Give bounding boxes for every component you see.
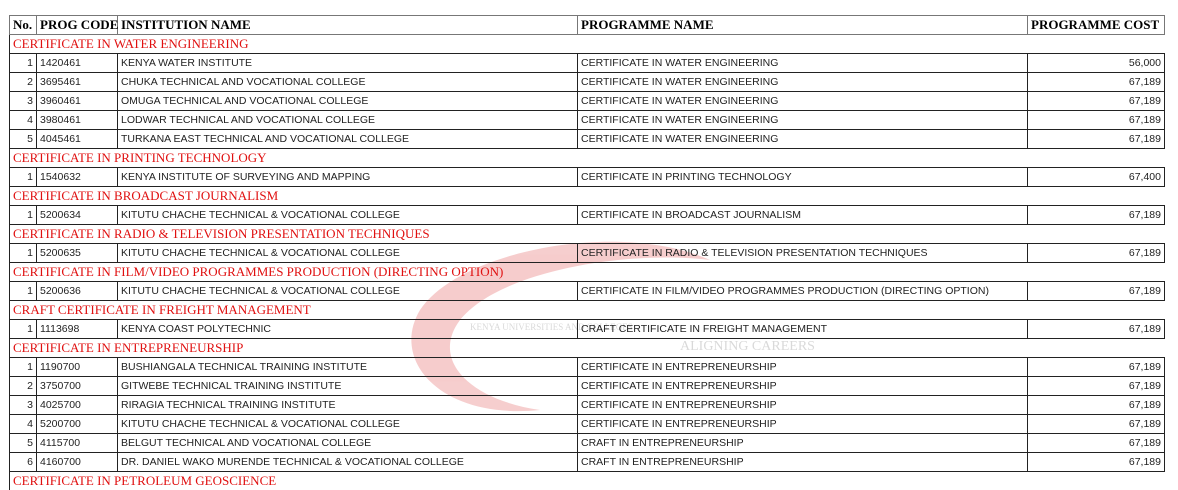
prog-code: 1113698: [37, 320, 118, 339]
programme-cost: 67,189: [1028, 453, 1165, 472]
col-no: No.: [10, 16, 37, 35]
programme-cost: 67,189: [1028, 130, 1165, 149]
col-prog-code: PROG CODE: [37, 16, 118, 35]
institution-name: BUSHIANGALA TECHNICAL TRAINING INSTITUTE: [118, 358, 578, 377]
table-row: [10, 73, 1165, 92]
programme-name: CERTIFICATE IN WATER ENGINEERING: [578, 130, 1028, 149]
row-number: 4: [10, 111, 37, 130]
section-title: CERTIFICATE IN RADIO & TELEVISION PRESENTATION TECHNIQUES: [10, 225, 1165, 244]
row-number: 2: [10, 377, 37, 396]
table-row: [10, 206, 1165, 225]
section-title: CERTIFICATE IN PETROLEUM GEOSCIENCE: [10, 472, 1165, 490]
programme-cost: 67,189: [1028, 282, 1165, 301]
section-header-row: [10, 187, 1165, 206]
prog-code: 5200700: [37, 415, 118, 434]
section-header-row: [10, 301, 1165, 320]
row-number: 4: [10, 415, 37, 434]
programme-name: CRAFT IN ENTREPRENEURSHIP: [578, 453, 1028, 472]
section-title: CERTIFICATE IN ENTREPRENEURSHIP: [10, 339, 1165, 358]
programme-name: CRAFT IN ENTREPRENEURSHIP: [578, 434, 1028, 453]
programme-name: CERTIFICATE IN WATER ENGINEERING: [578, 111, 1028, 130]
institution-name: CHUKA TECHNICAL AND VOCATIONAL COLLEGE: [118, 73, 578, 92]
table-row: [10, 377, 1165, 396]
row-number: 6: [10, 453, 37, 472]
table-row: [10, 111, 1165, 130]
section-title: CERTIFICATE IN BROADCAST JOURNALISM: [10, 187, 1165, 206]
section-header-row: [10, 339, 1165, 358]
programme-cost: 67,189: [1028, 206, 1165, 225]
table-row: [10, 244, 1165, 263]
prog-code: 3750700: [37, 377, 118, 396]
institution-name: TURKANA EAST TECHNICAL AND VOCATIONAL COLLEGE: [118, 130, 578, 149]
prog-code: 1190700: [37, 358, 118, 377]
programme-name: CERTIFICATE IN ENTREPRENEURSHIP: [578, 377, 1028, 396]
col-cost: PROGRAMME COST: [1028, 16, 1165, 35]
programme-cost: 67,189: [1028, 111, 1165, 130]
prog-code: 4045461: [37, 130, 118, 149]
institution-name: KITUTU CHACHE TECHNICAL & VOCATIONAL COLLEGE: [118, 415, 578, 434]
table-row: [10, 168, 1165, 187]
row-number: 3: [10, 92, 37, 111]
prog-code: 5200635: [37, 244, 118, 263]
section-title: CERTIFICATE IN WATER ENGINEERING: [10, 35, 1165, 54]
programme-cost: 67,189: [1028, 358, 1165, 377]
programme-cost: 67,189: [1028, 396, 1165, 415]
col-institution: INSTITUTION NAME: [118, 16, 578, 35]
prog-code: 4160700: [37, 453, 118, 472]
prog-code: 3960461: [37, 92, 118, 111]
section-header-row: [10, 225, 1165, 244]
row-number: 1: [10, 168, 37, 187]
row-number: 3: [10, 396, 37, 415]
institution-name: DR. DANIEL WAKO MURENDE TECHNICAL & VOCATIONAL COLLEGE: [118, 453, 578, 472]
programme-name: CERTIFICATE IN FILM/VIDEO PROGRAMMES PRODUCTION (DIRECTING OPTION): [578, 282, 1028, 301]
institution-name: BELGUT TECHNICAL AND VOCATIONAL COLLEGE: [118, 434, 578, 453]
programme-cost: 67,189: [1028, 73, 1165, 92]
institution-name: RIRAGIA TECHNICAL TRAINING INSTITUTE: [118, 396, 578, 415]
table-row: [10, 320, 1165, 339]
prog-code: 5200636: [37, 282, 118, 301]
row-number: 1: [10, 282, 37, 301]
programme-name: CERTIFICATE IN ENTREPRENEURSHIP: [578, 358, 1028, 377]
prog-code: 1540632: [37, 168, 118, 187]
header-row: [10, 16, 1165, 35]
section-header-row: [10, 149, 1165, 168]
watermark-text-2: ALIGNING CAREERS: [680, 339, 815, 354]
institution-name: LODWAR TECHNICAL AND VOCATIONAL COLLEGE: [118, 111, 578, 130]
section-title: CERTIFICATE IN PRINTING TECHNOLOGY: [10, 149, 1165, 168]
section-header-row: [10, 472, 1165, 490]
programme-name: CERTIFICATE IN RADIO & TELEVISION PRESENTATION TECHNIQUES: [578, 244, 1028, 263]
institution-name: KITUTU CHACHE TECHNICAL & VOCATIONAL COLLEGE: [118, 244, 578, 263]
institution-name: KENYA WATER INSTITUTE: [118, 54, 578, 73]
row-number: 2: [10, 73, 37, 92]
programme-name: CERTIFICATE IN PRINTING TECHNOLOGY: [578, 168, 1028, 187]
institution-name: KITUTU CHACHE TECHNICAL & VOCATIONAL COLLEGE: [118, 206, 578, 225]
programme-cost: 67,189: [1028, 320, 1165, 339]
programme-name: CERTIFICATE IN ENTREPRENEURSHIP: [578, 415, 1028, 434]
row-number: 1: [10, 244, 37, 263]
table-row: [10, 434, 1165, 453]
programme-name: CRAFT CERTIFICATE IN FREIGHT MANAGEMENT: [578, 320, 1028, 339]
section-header-row: [10, 263, 1165, 282]
watermark-text-1: KENYA UNIVERSITIES AND COLLEGES: [470, 322, 633, 332]
col-programme: PROGRAMME NAME: [578, 16, 1028, 35]
table-row: [10, 396, 1165, 415]
row-number: 1: [10, 320, 37, 339]
row-number: 1: [10, 206, 37, 225]
row-number: 1: [10, 358, 37, 377]
institution-name: GITWEBE TECHNICAL TRAINING INSTITUTE: [118, 377, 578, 396]
row-number: 5: [10, 434, 37, 453]
programme-name: CERTIFICATE IN WATER ENGINEERING: [578, 54, 1028, 73]
table-row: [10, 358, 1165, 377]
programme-table: [9, 15, 1165, 490]
programme-cost: 67,189: [1028, 92, 1165, 111]
row-number: 5: [10, 130, 37, 149]
programme-name: CERTIFICATE IN BROADCAST JOURNALISM: [578, 206, 1028, 225]
institution-name: KENYA INSTITUTE OF SURVEYING AND MAPPING: [118, 168, 578, 187]
prog-code: 1420461: [37, 54, 118, 73]
table-row: [10, 92, 1165, 111]
row-number: 1: [10, 54, 37, 73]
institution-name: KITUTU CHACHE TECHNICAL & VOCATIONAL COLLEGE: [118, 282, 578, 301]
prog-code: 3980461: [37, 111, 118, 130]
prog-code: 3695461: [37, 73, 118, 92]
programme-name: CERTIFICATE IN WATER ENGINEERING: [578, 73, 1028, 92]
programme-cost: 67,400: [1028, 168, 1165, 187]
institution-name: KENYA COAST POLYTECHNIC: [118, 320, 578, 339]
table-row: [10, 415, 1165, 434]
section-title: CRAFT CERTIFICATE IN FREIGHT MANAGEMENT: [10, 301, 1165, 320]
section-header-row: [10, 35, 1165, 54]
table-row: [10, 282, 1165, 301]
programme-cost: 67,189: [1028, 377, 1165, 396]
table-row: [10, 130, 1165, 149]
prog-code: 4025700: [37, 396, 118, 415]
programme-cost: 67,189: [1028, 434, 1165, 453]
table-row: [10, 453, 1165, 472]
table-row: [10, 54, 1165, 73]
programme-cost: 56,000: [1028, 54, 1165, 73]
programme-cost: 67,189: [1028, 415, 1165, 434]
prog-code: 5200634: [37, 206, 118, 225]
institution-name: OMUGA TECHNICAL AND VOCATIONAL COLLEGE: [118, 92, 578, 111]
programme-cost: 67,189: [1028, 244, 1165, 263]
prog-code: 4115700: [37, 434, 118, 453]
section-title: CERTIFICATE IN FILM/VIDEO PROGRAMMES PRODUCTION (DIRECTING OPTION): [10, 263, 1165, 282]
programme-name: CERTIFICATE IN ENTREPRENEURSHIP: [578, 396, 1028, 415]
programme-name: CERTIFICATE IN WATER ENGINEERING: [578, 92, 1028, 111]
